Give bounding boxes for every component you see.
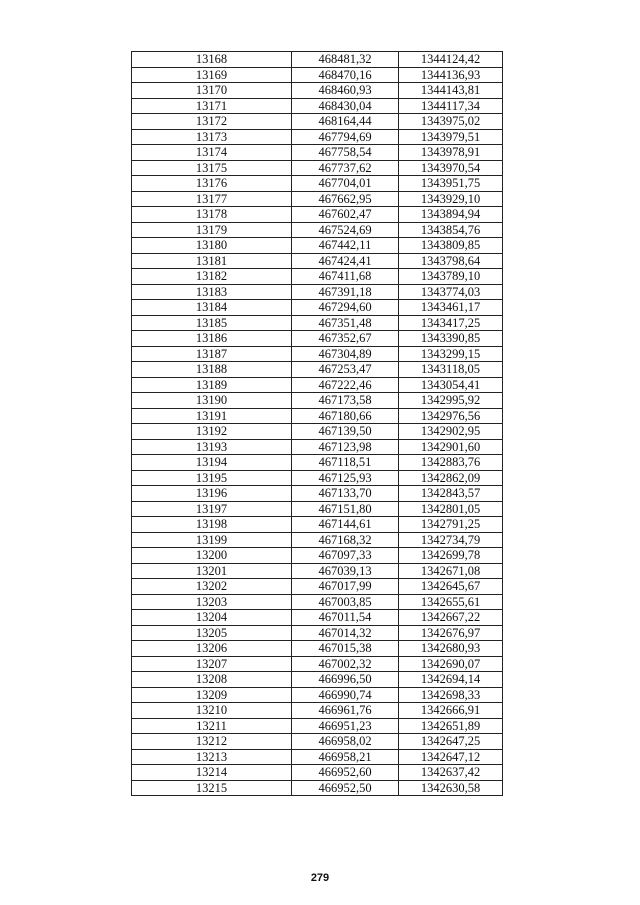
table-row [132,610,503,626]
y-coordinate-cell: 1342694,14 [399,672,503,688]
table-row [132,238,503,254]
y-coordinate-cell: 1342843,57 [399,486,503,502]
y-coordinate-cell: 1342976,56 [399,408,503,424]
table-row [132,486,503,502]
table-row [132,83,503,99]
table-row [132,362,503,378]
table-row [132,269,503,285]
coordinates-table-body [132,52,503,796]
y-coordinate-cell: 1343854,76 [399,222,503,238]
y-coordinate-cell: 1342630,58 [399,780,503,796]
y-coordinate-cell: 1343789,10 [399,269,503,285]
table-row [132,548,503,564]
x-coordinate-cell: 467602,47 [292,207,399,223]
point-number-cell: 13185 [132,315,292,331]
x-coordinate-cell: 467173,58 [292,393,399,409]
y-coordinate-cell: 1343461,17 [399,300,503,316]
point-number-cell: 13206 [132,641,292,657]
point-number-cell: 13189 [132,377,292,393]
point-number-cell: 13170 [132,83,292,99]
point-number-cell: 13203 [132,594,292,610]
point-number-cell: 13209 [132,687,292,703]
point-number-cell: 13202 [132,579,292,595]
point-number-cell: 13169 [132,67,292,83]
point-number-cell: 13183 [132,284,292,300]
point-number-cell: 13193 [132,439,292,455]
point-number-cell: 13178 [132,207,292,223]
x-coordinate-cell: 467002,32 [292,656,399,672]
table-row [132,749,503,765]
table-row [132,780,503,796]
x-coordinate-cell: 467737,62 [292,160,399,176]
table-row [132,687,503,703]
x-coordinate-cell: 467144,61 [292,517,399,533]
table-row [132,284,503,300]
table-row [132,176,503,192]
table-row [132,145,503,161]
x-coordinate-cell: 466958,02 [292,734,399,750]
table-row [132,594,503,610]
x-coordinate-cell: 466961,76 [292,703,399,719]
x-coordinate-cell: 467424,41 [292,253,399,269]
y-coordinate-cell: 1342667,22 [399,610,503,626]
table-row [132,703,503,719]
table-row [132,532,503,548]
point-number-cell: 13200 [132,548,292,564]
page-number: 279 [310,872,330,884]
point-number-cell: 13175 [132,160,292,176]
x-coordinate-cell: 466958,21 [292,749,399,765]
point-number-cell: 13186 [132,331,292,347]
y-coordinate-cell: 1343054,41 [399,377,503,393]
point-number-cell: 13197 [132,501,292,517]
table-row [132,408,503,424]
x-coordinate-cell: 467253,47 [292,362,399,378]
table-row [132,765,503,781]
x-coordinate-cell: 467180,66 [292,408,399,424]
table-row [132,191,503,207]
x-coordinate-cell: 467014,32 [292,625,399,641]
y-coordinate-cell: 1343978,91 [399,145,503,161]
x-coordinate-cell: 466952,50 [292,780,399,796]
point-number-cell: 13212 [132,734,292,750]
table-row [132,455,503,471]
x-coordinate-cell: 468430,04 [292,98,399,114]
table-row [132,207,503,223]
point-number-cell: 13210 [132,703,292,719]
x-coordinate-cell: 467039,13 [292,563,399,579]
table-row [132,300,503,316]
y-coordinate-cell: 1342645,67 [399,579,503,595]
point-number-cell: 13172 [132,114,292,130]
table-row [132,501,503,517]
point-number-cell: 13196 [132,486,292,502]
y-coordinate-cell: 1342690,07 [399,656,503,672]
point-number-cell: 13181 [132,253,292,269]
x-coordinate-cell: 467133,70 [292,486,399,502]
point-number-cell: 13204 [132,610,292,626]
point-number-cell: 13182 [132,269,292,285]
x-coordinate-cell: 467011,54 [292,610,399,626]
table-row [132,579,503,595]
point-number-cell: 13199 [132,532,292,548]
point-number-cell: 13213 [132,749,292,765]
y-coordinate-cell: 1342902,95 [399,424,503,440]
y-coordinate-cell: 1342791,25 [399,517,503,533]
point-number-cell: 13171 [132,98,292,114]
x-coordinate-cell: 466990,74 [292,687,399,703]
x-coordinate-cell: 468481,32 [292,52,399,68]
y-coordinate-cell: 1342862,09 [399,470,503,486]
y-coordinate-cell: 1343970,54 [399,160,503,176]
y-coordinate-cell: 1342698,33 [399,687,503,703]
y-coordinate-cell: 1342666,91 [399,703,503,719]
point-number-cell: 13215 [132,780,292,796]
table-row [132,52,503,68]
point-number-cell: 13168 [132,52,292,68]
x-coordinate-cell: 467411,68 [292,269,399,285]
point-number-cell: 13207 [132,656,292,672]
table-row [132,517,503,533]
y-coordinate-cell: 1343894,94 [399,207,503,223]
x-coordinate-cell: 467524,69 [292,222,399,238]
point-number-cell: 13190 [132,393,292,409]
point-number-cell: 13192 [132,424,292,440]
x-coordinate-cell: 467003,85 [292,594,399,610]
y-coordinate-cell: 1343118,05 [399,362,503,378]
y-coordinate-cell: 1343417,25 [399,315,503,331]
table-row [132,160,503,176]
point-number-cell: 13184 [132,300,292,316]
y-coordinate-cell: 1342671,08 [399,563,503,579]
table-row [132,641,503,657]
y-coordinate-cell: 1343774,03 [399,284,503,300]
table-row [132,470,503,486]
y-coordinate-cell: 1344117,34 [399,98,503,114]
y-coordinate-cell: 1342647,12 [399,749,503,765]
y-coordinate-cell: 1343979,51 [399,129,503,145]
x-coordinate-cell: 467391,18 [292,284,399,300]
table-row [132,439,503,455]
y-coordinate-cell: 1342680,93 [399,641,503,657]
point-number-cell: 13188 [132,362,292,378]
table-row [132,98,503,114]
y-coordinate-cell: 1343951,75 [399,176,503,192]
table-row [132,718,503,734]
y-coordinate-cell: 1343798,64 [399,253,503,269]
y-coordinate-cell: 1342901,60 [399,439,503,455]
table-row [132,377,503,393]
x-coordinate-cell: 468460,93 [292,83,399,99]
x-coordinate-cell: 467294,60 [292,300,399,316]
x-coordinate-cell: 467097,33 [292,548,399,564]
y-coordinate-cell: 1342637,42 [399,765,503,781]
x-coordinate-cell: 467125,93 [292,470,399,486]
x-coordinate-cell: 467351,48 [292,315,399,331]
point-number-cell: 13187 [132,346,292,362]
point-number-cell: 13176 [132,176,292,192]
x-coordinate-cell: 467704,01 [292,176,399,192]
x-coordinate-cell: 467352,67 [292,331,399,347]
x-coordinate-cell: 467662,95 [292,191,399,207]
table-row [132,424,503,440]
y-coordinate-cell: 1342655,61 [399,594,503,610]
x-coordinate-cell: 467168,32 [292,532,399,548]
y-coordinate-cell: 1342676,97 [399,625,503,641]
x-coordinate-cell: 467015,38 [292,641,399,657]
y-coordinate-cell: 1343975,02 [399,114,503,130]
table-row [132,734,503,750]
y-coordinate-cell: 1342883,76 [399,455,503,471]
table-row [132,331,503,347]
x-coordinate-cell: 466996,50 [292,672,399,688]
table-row [132,253,503,269]
table-row [132,129,503,145]
table-row [132,563,503,579]
point-number-cell: 13194 [132,455,292,471]
point-number-cell: 13180 [132,238,292,254]
y-coordinate-cell: 1342734,79 [399,532,503,548]
table-row [132,222,503,238]
table-row [132,393,503,409]
x-coordinate-cell: 466951,23 [292,718,399,734]
point-number-cell: 13205 [132,625,292,641]
x-coordinate-cell: 467123,98 [292,439,399,455]
y-coordinate-cell: 1344136,93 [399,67,503,83]
table-row [132,315,503,331]
coordinates-table-container [131,51,503,796]
y-coordinate-cell: 1342647,25 [399,734,503,750]
table-row [132,672,503,688]
table-row [132,656,503,672]
point-number-cell: 13179 [132,222,292,238]
x-coordinate-cell: 467017,99 [292,579,399,595]
point-number-cell: 13174 [132,145,292,161]
table-row [132,346,503,362]
x-coordinate-cell: 467118,51 [292,455,399,471]
y-coordinate-cell: 1342651,89 [399,718,503,734]
x-coordinate-cell: 468470,16 [292,67,399,83]
x-coordinate-cell: 467442,11 [292,238,399,254]
x-coordinate-cell: 467758,54 [292,145,399,161]
coordinates-table [131,51,503,796]
point-number-cell: 13195 [132,470,292,486]
table-row [132,114,503,130]
point-number-cell: 13208 [132,672,292,688]
point-number-cell: 13173 [132,129,292,145]
x-coordinate-cell: 467151,80 [292,501,399,517]
point-number-cell: 13198 [132,517,292,533]
y-coordinate-cell: 1342801,05 [399,501,503,517]
point-number-cell: 13177 [132,191,292,207]
point-number-cell: 13211 [132,718,292,734]
y-coordinate-cell: 1342699,78 [399,548,503,564]
x-coordinate-cell: 468164,44 [292,114,399,130]
point-number-cell: 13201 [132,563,292,579]
point-number-cell: 13191 [132,408,292,424]
x-coordinate-cell: 467222,46 [292,377,399,393]
x-coordinate-cell: 467139,50 [292,424,399,440]
point-number-cell: 13214 [132,765,292,781]
table-row [132,67,503,83]
y-coordinate-cell: 1344143,81 [399,83,503,99]
y-coordinate-cell: 1343809,85 [399,238,503,254]
x-coordinate-cell: 466952,60 [292,765,399,781]
y-coordinate-cell: 1342995,92 [399,393,503,409]
x-coordinate-cell: 467794,69 [292,129,399,145]
y-coordinate-cell: 1343929,10 [399,191,503,207]
y-coordinate-cell: 1343299,15 [399,346,503,362]
y-coordinate-cell: 1344124,42 [399,52,503,68]
y-coordinate-cell: 1343390,85 [399,331,503,347]
table-row [132,625,503,641]
x-coordinate-cell: 467304,89 [292,346,399,362]
